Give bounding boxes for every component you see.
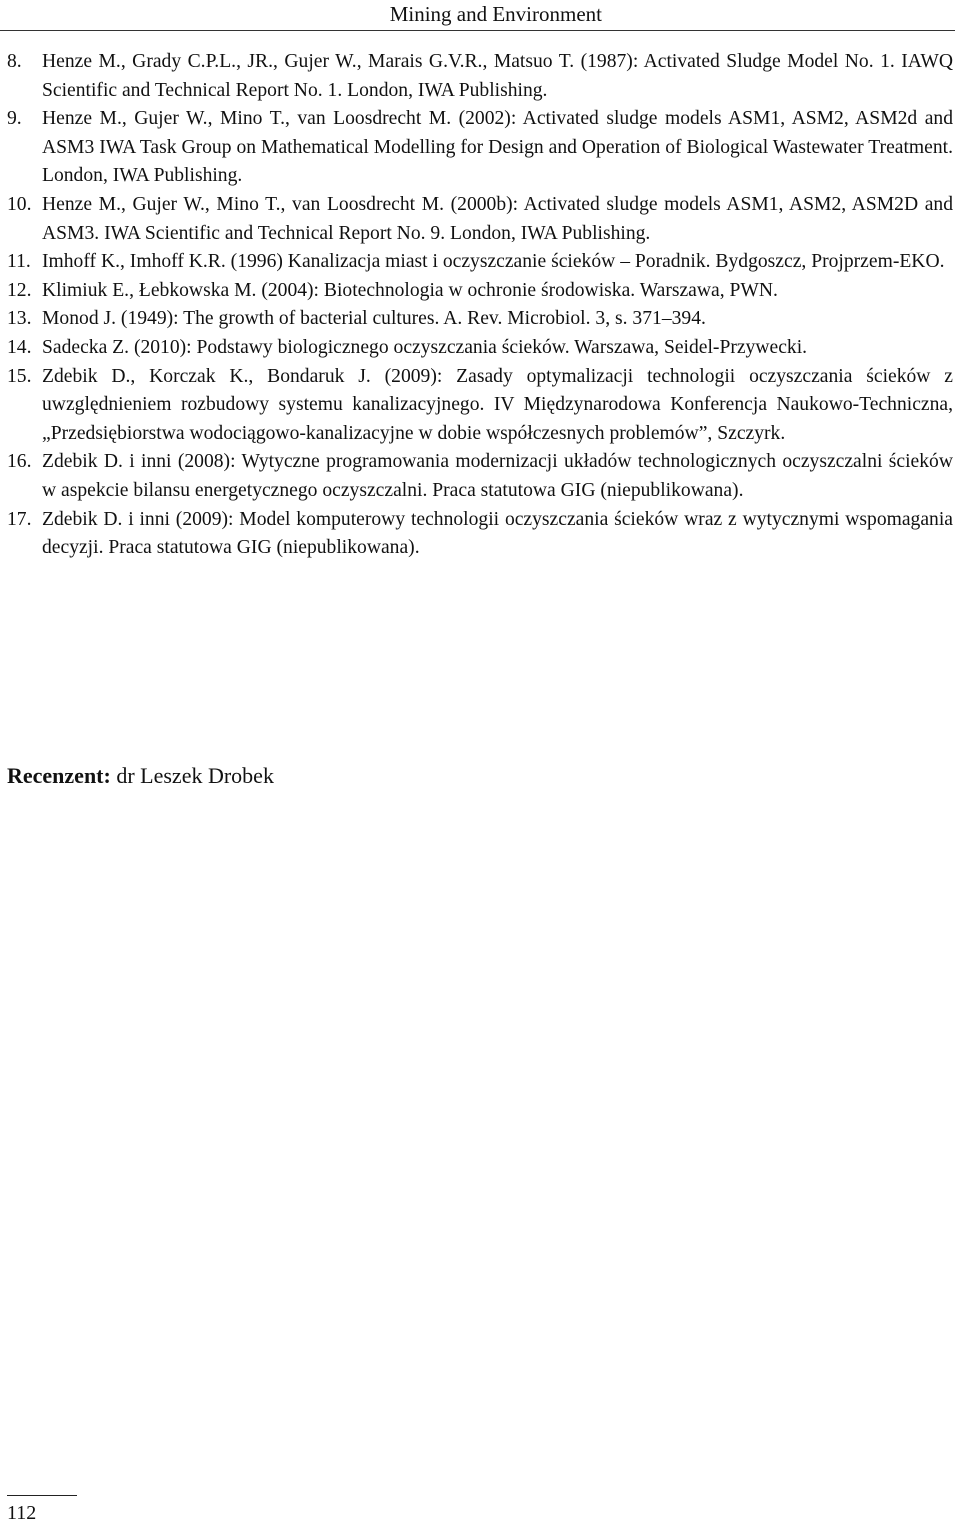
reference-text: Zdebik D. i inni (2009): Model komputerowy technologii oczyszczania ścieków wraz z wytycznymi wspomagania decyzji. Praca statutowa GIG (niepublikowana). xyxy=(42,508,953,559)
reference-item xyxy=(7,305,953,334)
reference-item xyxy=(7,48,953,105)
reference-item xyxy=(7,506,953,563)
page-number: 112 xyxy=(7,1502,37,1524)
reference-number: 15. xyxy=(7,365,32,387)
reference-item xyxy=(7,277,953,306)
reference-number: 16. xyxy=(7,451,32,473)
reference-number: 12. xyxy=(7,279,32,301)
reference-item xyxy=(7,448,953,505)
reference-item xyxy=(7,105,953,191)
reference-text: Henze M., Gujer W., Mino T., van Loosdrecht M. (2002): Activated sludge models ASM1, ASM2, ASM2d and ASM3 IWA Task Group on Mathematical Modelling for Design and Operation of Biological Wastewater Treatment. London, IWA Publishing. xyxy=(42,108,953,187)
footer-rule xyxy=(7,1495,77,1496)
reference-number: 9. xyxy=(7,108,22,130)
reviewer-name: dr Leszek Drobek xyxy=(116,763,274,788)
reference-number: 13. xyxy=(7,308,32,330)
reference-item xyxy=(7,248,953,277)
reference-text: Imhoff K., Imhoff K.R. (1996) Kanalizacja miast i oczyszczanie ścieków – Poradnik. Bydgoszcz, Projprzem-EKO. xyxy=(42,251,945,273)
reference-item xyxy=(7,334,953,363)
reference-number: 14. xyxy=(7,336,32,358)
reference-text: Henze M., Grady C.P.L., JR., Gujer W., Marais G.V.R., Matsuo T. (1987): Activated Sludge Model No. 1. IAWQ Scientific and Technical Report No. 1. London, IWA Publishing. xyxy=(42,51,953,101)
reference-text: Sadecka Z. (2010): Podstawy biologicznego oczyszczania ścieków. Warszawa, Seidel-Przywecki. xyxy=(42,336,808,358)
reference-text: Zdebik D., Korczak K., Bondaruk J. (2009): Zasady optymalizacji technologii oczyszczania ścieków z uwzględnieniem rozbudowy systemu kanalizacyjnego. IV Międzynarodowa Konferencja Naukowo-Techniczna, „Przedsiębiorstwa wodociągowo-kanalizacyjne w dobie współczesnych problemów”, Szczyrk. xyxy=(42,365,953,444)
reference-item xyxy=(7,191,953,248)
reference-text: Henze M., Gujer W., Mino T., van Loosdrecht M. (2000b): Activated sludge models ASM1, ASM2, ASM2D and ASM3. IWA Scientific and Technical Report No. 9. London, IWA Publishing. xyxy=(42,193,953,244)
journal-title: Mining and Environment xyxy=(389,2,602,26)
running-header xyxy=(0,0,955,31)
reviewer-line xyxy=(7,762,274,790)
reference-text: Klimiuk E., Łebkowska M. (2004): Biotechnologia w ochronie środowiska. Warszawa, PWN. xyxy=(42,279,778,301)
reference-number: 17. xyxy=(7,508,32,530)
reference-text: Zdebik D. i inni (2008): Wytyczne programowania modernizacji układów technologicznych oczyszczalni ścieków w aspekcie bilansu energetycznego oczyszczalni. Praca statutowa GIG (niepublikowana). xyxy=(42,451,953,501)
reviewer-label: Recenzent: xyxy=(7,763,111,788)
reference-number: 10. xyxy=(7,193,32,215)
reference-number: 11. xyxy=(7,251,31,273)
reference-number: 8. xyxy=(7,51,22,72)
reference-text: Monod J. (1949): The growth of bacterial cultures. A. Rev. Microbiol. 3, s. 371–394. xyxy=(42,308,706,330)
reference-list xyxy=(7,48,953,563)
reference-item xyxy=(7,363,953,449)
